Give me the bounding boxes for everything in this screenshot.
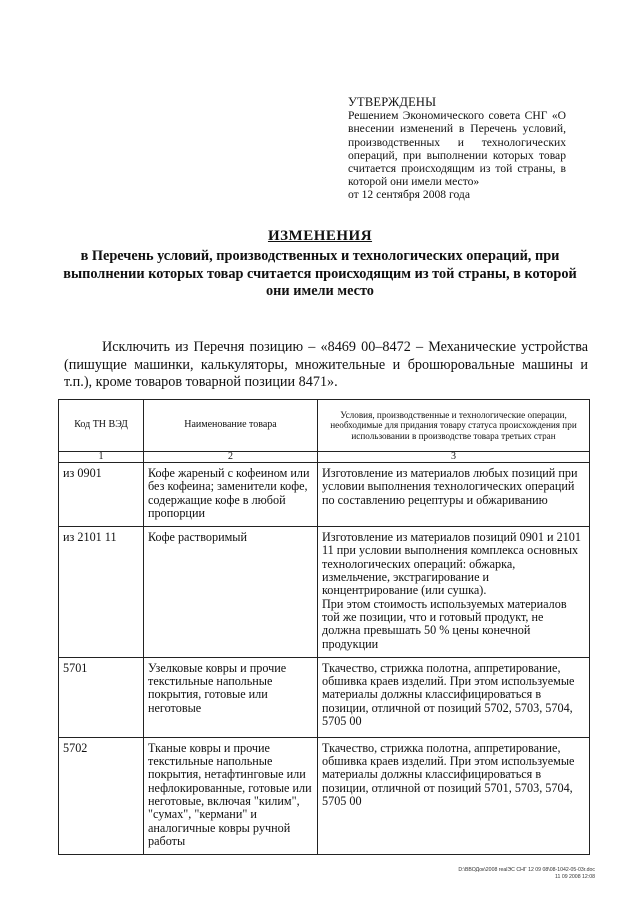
column-number-row — [59, 452, 590, 463]
cell-name: Тканые ковры и прочие текстильные напольные покрытия, нетафтинговые или нефлокированные, готовые или неготовые, включая "килим", "сумах", "кермани" и аналогичные ковры ручной работы — [144, 737, 318, 854]
cell-conditions: Изготовление из материалов любых позиций при условии выполнения технологических операций по составлению рецептуры и обжариванию — [318, 463, 590, 527]
conditions-table — [58, 399, 590, 855]
approval-block — [348, 96, 566, 202]
approval-date: от 12 сентября 2008 года — [348, 188, 470, 202]
cell-conditions: Ткачество, стрижка полотна, аппретирование, обшивка краев изделий. При этом используемые материалы должны классифицироваться в позиции, отличной от позиций 5702, 5703, 5704, 5705 00 — [318, 657, 590, 737]
file-path-footer — [395, 867, 595, 881]
column-number: 2 — [144, 452, 318, 463]
header-code: Код ТН ВЭД — [59, 400, 144, 452]
cell-conditions — [318, 527, 590, 658]
document-subtitle: в Перечень условий, производственных и технологических операций, при выполнении которых товар считается происходящим из той страны, в которой они имели место — [63, 248, 577, 299]
cell-code: из 0901 — [59, 463, 144, 527]
document-title-block — [60, 228, 580, 301]
column-number: 1 — [59, 452, 144, 463]
cell-code: из 2101 11 — [59, 527, 144, 658]
table-row — [59, 463, 590, 527]
cell-name: Кофе растворимый — [144, 527, 318, 658]
header-conditions: Условия, производственные и технологические операции, необходимые для придания товару статуса происхождения при использовании в производстве товара третьих стран — [318, 400, 590, 452]
table-row — [59, 527, 590, 658]
approval-heading: УТВЕРЖДЕНЫ — [348, 95, 437, 109]
document-title: ИЗМЕНЕНИЯ — [267, 228, 373, 244]
cell-conditions: Ткачество, стрижка полотна, аппретирование, обшивка краев изделий. При этом используемые материалы должны классифицироваться в позиции, отличной от позиций 5701, 5703, 5704, 5705 00 — [318, 737, 590, 854]
cell-name: Кофе жареный с кофеином или без кофеина; заменители кофе, содержащие кофе в любой пропорции — [144, 463, 318, 527]
table-row — [59, 737, 590, 854]
table-row — [59, 657, 590, 737]
approval-text: Решением Экономического совета СНГ «О внесении изменений в Перечень условий, производственных и технологических операций, при выполнении которых товар считается происходящим из той страны, в которой они имели место» — [348, 109, 566, 189]
table-header-row — [59, 400, 590, 452]
conditions-extra: При этом стоимость используемых материалов той же позиции, что и готовый продукт, не должна превышать 50 % цены конечной продукции — [322, 596, 567, 651]
footer-path: D:\ВВОДок\2008 realЭС СНГ 12 09 08\08-1042-05-03r.doc — [458, 867, 595, 873]
cell-code: 5702 — [59, 737, 144, 854]
intro-paragraph: Исключить из Перечня позицию – «8469 00–8472 – Механические устройства (пишущие машинки, калькуляторы, множительные и брошюровальные машины и т.п.), кроме товаров товарной позиции 8471». — [64, 339, 588, 390]
header-name: Наименование товара — [144, 400, 318, 452]
footer-timestamp: 11 09 2008 12:08 — [555, 874, 595, 880]
column-number: 3 — [318, 452, 590, 463]
cell-name: Узелковые ковры и прочие текстильные напольные покрытия, готовые или неготовые — [144, 657, 318, 737]
cell-code: 5701 — [59, 657, 144, 737]
conditions-main: Изготовление из материалов позиций 0901 и 2101 11 при условии выполнения комплекса основных технологических операций: обжарка, измельчение, экстрагирование и концентрирование (или сушка). — [322, 530, 581, 598]
